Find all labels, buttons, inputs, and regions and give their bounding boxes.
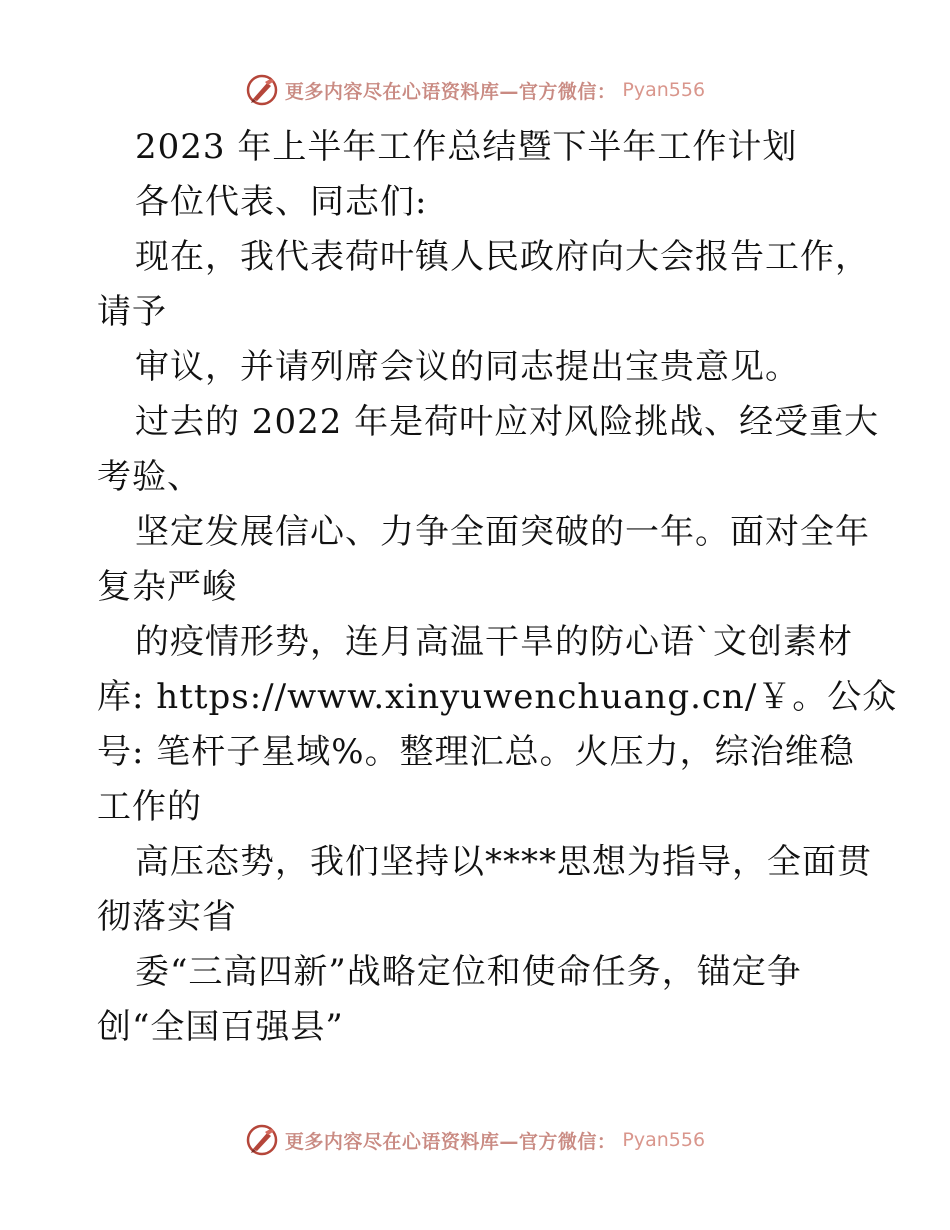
- paragraph-line: 库: https://www.xinyuwenchuang.cn/￥。公众: [97, 677, 898, 717]
- footer-banner: [0, 1120, 950, 1160]
- document-title: 2023 年上半年工作总结暨下半年工作计划: [135, 127, 798, 167]
- paragraph-line: 过去的 2022 年是荷叶应对风险挑战、经受重大: [135, 402, 880, 442]
- paragraph-line: 的疫情形势，连月高温干旱的防心语`文创素材: [135, 622, 853, 662]
- banner-text: 更多内容尽在心语资料库—官方微信：: [284, 1130, 617, 1153]
- paragraph-line: 高压态势，我们坚持以****思想为指导，全面贯: [135, 842, 872, 882]
- document-body: [97, 120, 898, 1055]
- paragraph-line: 现在，我代表荷叶镇人民政府向大会报告工作，: [135, 237, 870, 277]
- banner-wechat-id: Pyan556: [622, 1129, 706, 1151]
- banner-wechat-id: Pyan556: [622, 79, 706, 101]
- paragraph-line: 坚定发展信心、力争全面突破的一年。面对全年: [135, 512, 870, 552]
- paragraph-line: 彻落实省: [97, 897, 237, 937]
- paragraph-line: 请予: [97, 292, 167, 332]
- pen-logo-icon: [245, 1123, 279, 1157]
- paragraph-line: 各位代表、同志们:: [135, 182, 428, 222]
- pen-logo-icon: [245, 73, 279, 107]
- paragraph-line: 委“三高四新”战略定位和使命任务，锚定争: [135, 952, 802, 992]
- paragraph-line: 工作的: [97, 787, 202, 827]
- paragraph-line: 号: 笔杆子星域%。整理汇总。火压力，综治维稳: [97, 732, 855, 772]
- paragraph-line: 复杂严峻: [97, 567, 237, 607]
- paragraph-line: 创“全国百强县”: [97, 1007, 344, 1047]
- paragraph-line: 考验、: [97, 457, 202, 497]
- banner-text: 更多内容尽在心语资料库—官方微信：: [284, 80, 617, 103]
- header-banner: [0, 70, 950, 110]
- paragraph-line: 审议，并请列席会议的同志提出宝贵意见。: [135, 347, 800, 387]
